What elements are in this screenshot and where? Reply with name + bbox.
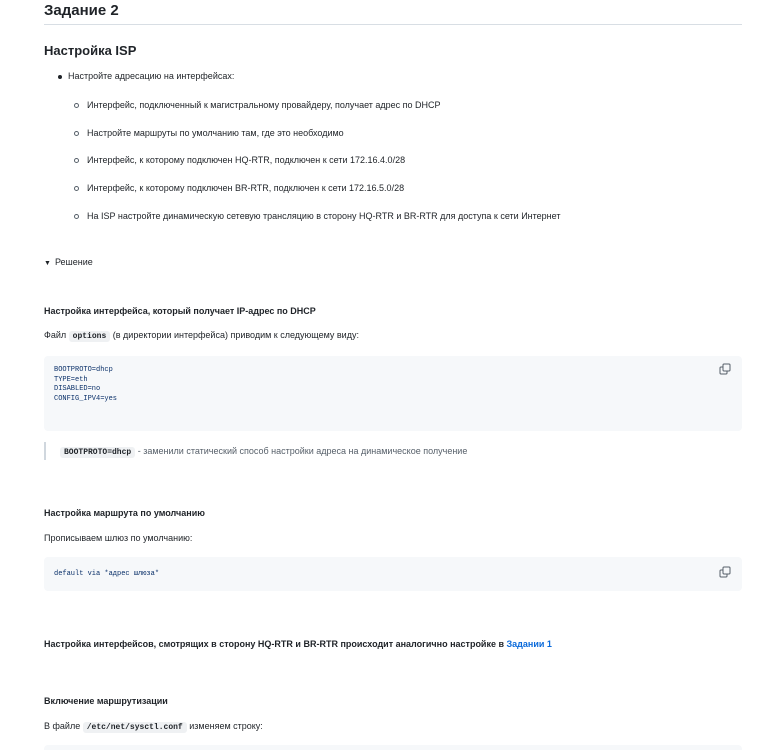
task-1-link[interactable]: Задании 1	[506, 639, 552, 649]
route-section-title: Настройка маршрута по умолчанию	[44, 508, 205, 518]
forwarding-text-before: В файле	[44, 721, 81, 731]
route-description: Прописываем шлюз по умолчанию:	[44, 533, 193, 543]
section-title: Настройка ISP	[44, 43, 137, 58]
sub-list-item	[74, 128, 344, 138]
bullet-dot-icon	[58, 75, 62, 79]
dhcp-text-after: (в директории интерфейса) приводим к следующему виду:	[112, 330, 359, 340]
sub-list-text: Интерфейс, к которому подключен HQ-RTR, подключен к сети 172.16.4.0/28	[87, 155, 406, 165]
dhcp-description	[44, 330, 359, 341]
route-code-block	[44, 557, 742, 591]
dhcp-note-text: - заменили статический способ настройки адреса на динамическое получение	[137, 446, 468, 456]
forwarding-description	[44, 721, 263, 732]
sysctl-file-code: /etc/net/sysctl.conf	[83, 722, 187, 733]
forwarding-section-title: Включение маршрутизации	[44, 696, 168, 706]
dhcp-section-title: Настройка интерфейса, который получает IP-адрес по DHCP	[44, 306, 316, 316]
forwarding-text-after: изменяем строку:	[189, 721, 263, 731]
sub-list-text: Интерфейс, подключенный к магистральному провайдеру, получает адрес по DHCP	[87, 100, 441, 110]
sub-list-item	[74, 183, 404, 193]
solution-toggle[interactable]	[44, 257, 93, 267]
dhcp-note	[44, 442, 467, 460]
dhcp-text-before: Файл	[44, 330, 67, 340]
route-code: default via *адрес шлюза*	[54, 570, 160, 578]
circle-bullet-icon	[74, 214, 79, 219]
circle-bullet-icon	[74, 103, 79, 108]
circle-bullet-icon	[74, 131, 79, 136]
circle-bullet-icon	[74, 186, 79, 191]
options-file-code: options	[69, 331, 111, 342]
sub-list-item	[74, 100, 441, 110]
sub-list-item	[74, 211, 560, 221]
copy-icon[interactable]	[719, 566, 731, 578]
circle-bullet-icon	[74, 158, 79, 163]
sub-list-text: Интерфейс, к которому подключен BR-RTR, подключен к сети 172.16.5.0/28	[87, 183, 405, 193]
sub-list-text: На ISP настройте динамическую сетевую трансляцию в сторону HQ-RTR и BR-RTR для доступа к сети Интернет	[87, 211, 561, 221]
copy-icon[interactable]	[719, 363, 731, 375]
interfaces-note-text: Настройка интерфейсов, смотрящих в сторону HQ-RTR и BR-RTR происходит аналогично настройке в	[44, 639, 505, 649]
sysctl-code-block	[44, 745, 742, 750]
bootproto-code: BOOTPROTO=dhcp	[60, 447, 135, 458]
dhcp-code: BOOTPROTO=dhcp TYPE=eth DISABLED=no CONFIG_IPV4=yes	[54, 366, 118, 403]
sub-list-item	[74, 155, 405, 165]
bullet-text: Настройте адресацию на интерфейсах:	[68, 71, 235, 81]
triangle-down-icon: ▼	[44, 260, 51, 267]
dhcp-code-block	[44, 356, 742, 431]
solution-toggle-label: Решение	[54, 257, 93, 267]
interfaces-note	[44, 639, 552, 649]
page-title: Задание 2	[44, 0, 742, 25]
list-item	[58, 71, 234, 81]
sub-list-text: Настройте маршруты по умолчанию там, где это необходимо	[87, 128, 344, 138]
